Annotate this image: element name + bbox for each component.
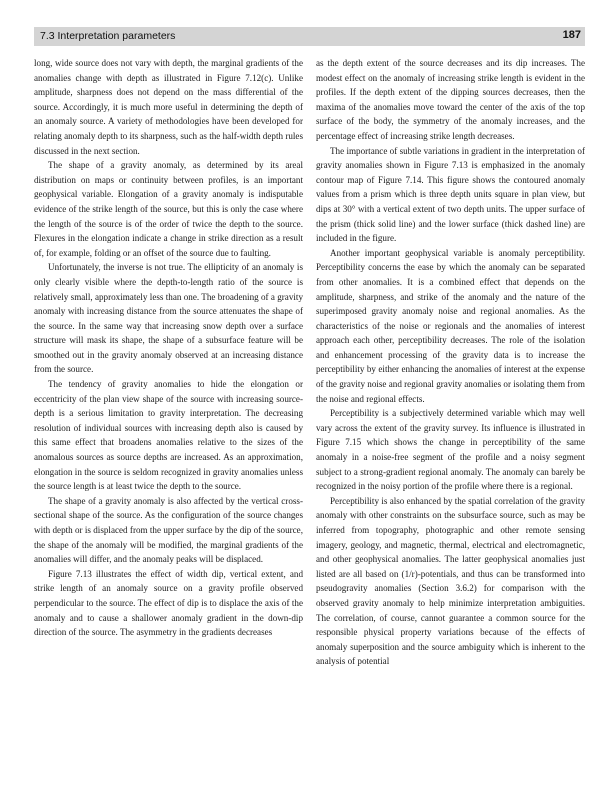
body-paragraph: Another important geophysical variable is anomaly perceptibility. Perceptibility concerns the ease by which the anomaly can be separated from other anomalies. It is a combined effect that depends on the amplitude, sharpness, and strike of the anomaly and the nature of the superimposed gravity anomaly noise and regional anomalies. As the characteristics of the noise or regionals and the anomalies of interest approach each other, perceptibility decreases. The role of the isolation and enhancement processing of the gravity data is to increase the perceptibility by either enhancing the anomalies of interest at the expense of the gravity noise and regional gravity anomalies or isolating them from the noise and regional effects.	[316, 247, 585, 404]
body-paragraph: The tendency of gravity anomalies to hide the elongation or eccentricity of the plan view shape of the source with increasing source-depth is a serious limitation to gravity interpretation. The decreasing resolution of individual sources with increasing depth also is caused by this same effect that broadens anomalies relative to the sizes of the anomalous sources as source depths are increased. As an approximation, elongation in the source is seldom recognized in gravity anomalies unless the source length is at least twice the depth to the source.	[34, 379, 303, 492]
body-paragraph: Perceptibility is a subjectively determined variable which may well vary across the extent of the gravity survey. Its influence is illustrated in Figure 7.15 which shows the change in perceptibility of the same anomaly in a noise-free segment of the profile and a noisy segment subject to a strong-gradient regional anomaly. The anomaly can barely be recognized in the noisy portion of the profile where there is a regional.	[316, 408, 585, 492]
right-column	[316, 56, 585, 669]
body-paragraph: The shape of a gravity anomaly, as determined by its areal distribution on maps or continuity between profiles, is an important geophysical variable. Elongation of a gravity anomaly is indisputable evidence of the strike length of the source, but this is only the case where the length of the source is of the order of twice the depth to the source. Flexures in the elongation indicate a change in strike direction as a result of, for example, folding or an offset of the source due to faulting.	[34, 160, 303, 258]
section-title: 7.3 Interpretation parameters	[40, 30, 176, 42]
body-paragraph: Perceptibility is also enhanced by the spatial correlation of the gravity anomaly with other constraints on the subsurface source, such as may be inferred from topography, photographic and other remote sensing imagery, geology, and magnetic, thermal, electrical and electromagnetic, and other geophysical anomalies. The latter geophysical anomalies just listed are all based on (1/r)-potentials, and thus can be transformed into pseudogravity anomalies (Section 3.6.2) for comparison with the observed gravity anomaly to help minimize interpretation ambiguities. The correlation, of course, cannot guarantee a common source for the responsible physical property variations because of the effects of anomaly superposition and the source ambiguity which is inherent to the analysis of potential	[316, 495, 585, 667]
body-paragraph: The importance of subtle variations in gradient in the interpretation of gravity anomalies shown in Figure 7.13 is emphasized in the anomaly contour map of Figure 7.14. This figure shows the contoured anomaly values from a prism which is three depth units square in plan view, but dips at 30° with a vertical extent of two depth units. The upper surface of the prism (thick solid line) and the lower surface (thick dashed line) are included in the figure.	[316, 145, 585, 244]
body-paragraph: The shape of a gravity anomaly is also affected by the vertical cross-sectional shape of the source. As the configuration of the source changes with depth or is displaced from the upper surface by the dip of the source, the shape of the anomaly will be modified, the marginal gradients of the anomalies will differ, and the anomaly peaks will be displaced.	[34, 495, 303, 565]
left-column	[34, 56, 303, 640]
page-number: 187	[562, 29, 581, 41]
body-paragraph: as the depth extent of the source decreases and its dip increases. The modest effect on the anomaly of increasing strike length is evident in the profiles. If the depth extent of the dipping sources decreases, then the maxima of the anomalies move toward the center of the axis of the top surface of the body, the symmetry of the anomaly increases, and the percentage effect of increasing strike length decreases.	[316, 58, 585, 141]
body-paragraph: Figure 7.13 illustrates the effect of width dip, vertical extent, and strike length of an anomaly source on a gravity profile observed perpendicular to the source. The effect of dip is to displace the axis of the anomaly and to cause a shallower anomaly gradient in the down-dip direction of the source. The asymmetry in the gradients decreases	[34, 568, 303, 638]
running-header	[34, 27, 585, 46]
body-paragraph: long, wide source does not vary with depth, the marginal gradients of the anomalies change with depth as illustrated in Figure 7.12(c). Unlike amplitude, sharpness does not depend on the mass differential of the source. Accordingly, it is much more useful in determining the depth of an anomaly source. A variety of methodologies have been developed for relating anomaly depth to its sharpness, such as the half-width depth rules discussed in the next section.	[34, 58, 303, 156]
body-paragraph: Unfortunately, the inverse is not true. The ellipticity of an anomaly is only clearly visible where the depth-to-length ratio of the source is relatively small, approximately less than one. The broadening of a gravity anomaly with increasing distance from the source attenuates the shape of the source. In the same way that increasing snow depth over a surface structure will mask its shape, the shape of a subsurface feature will be smoothed out in the gravity anomaly observed at an increasing distance from the source.	[34, 262, 303, 375]
